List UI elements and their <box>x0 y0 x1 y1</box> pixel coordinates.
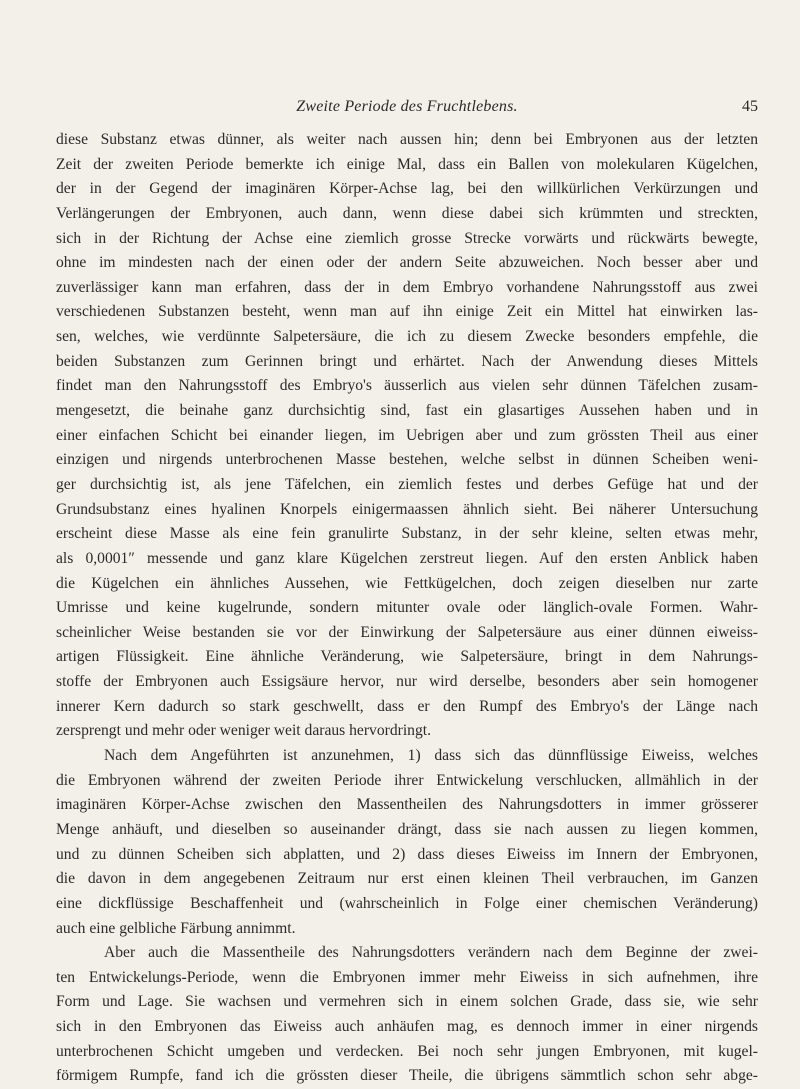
text-line: einer einfachen Schicht bei einander liegen, im Uebrigen aber und zum grössten Theil aus einer <box>56 426 758 444</box>
text-line: sich in der Richtung der Achse eine ziemlich grosse Strecke vorwärts und rückwärts bewegte, <box>56 229 758 247</box>
text-line: stoffe der Embryonen auch Essigsäure hervor, nur wird derselbe, besonders aber sein homogener <box>56 673 758 691</box>
text-line: zersprengt und mehr oder weniger weit daraus hervordringt. <box>56 722 431 740</box>
text-line: Verlängerungen der Embryonen, auch dann, wenn diese dabei sich krümmten und streckten, <box>56 204 758 222</box>
page-number: 45 <box>742 98 758 115</box>
text-line: imaginären Körper-Achse zwischen den Massentheilen des Nahrungsdotters in immer grösserer <box>56 796 758 814</box>
text-line: ohne im mindesten nach der einen oder der andern Seite abzuweichen. Noch besser aber und <box>56 254 758 272</box>
text-line: sich in den Embryonen das Eiweiss auch anhäufen mag, es dennoch immer in einer nirgends <box>56 1018 758 1036</box>
text-line: Aber auch die Massentheile des Nahrungsdotters verändern nach dem Beginne der zwei- <box>104 944 758 962</box>
running-title: Zweite Periode des Fruchtlebens. <box>296 98 518 115</box>
text-line: und zu dünnen Scheiben sich abplatten, und 2) dass dieses Eiweiss im Innern der Embryonen, <box>56 845 758 863</box>
text-line: die Embryonen während der zweiten Periode ihrer Entwickelung verschlucken, allmählich in der <box>56 771 758 789</box>
text-line: ten Entwickelungs-Periode, wenn die Embryonen immer mehr Eiweiss in sich aufnehmen, ihre <box>56 968 758 986</box>
text-line: als 0,0001″ messende und ganz klare Kügelchen zerstreut liegen. Auf den ersten Anblick haben <box>56 549 758 567</box>
text-line: förmigem Rumpfe, fand ich die grössten dieser Theile, die übrigens sämmtlich schon sehr abge- <box>56 1067 758 1085</box>
text-line: auch eine gelbliche Färbung annimmt. <box>56 919 296 937</box>
text-line: eine dickflüssige Beschaffenheit und (wahrscheinlich in Folge einer chemischen Veränderung) <box>56 894 758 912</box>
text-line: einzigen und nirgends unterbrochenen Masse bestehen, welche selbst in dünnen Scheiben weni- <box>56 451 758 469</box>
body-text <box>56 128 758 1089</box>
text-line: mengesetzt, die beinahe ganz durchsichtig sind, fast ein glasartiges Aussehen haben und in <box>56 402 758 420</box>
text-line: unterbrochenen Schicht umgeben und verdecken. Bei noch sehr jungen Embryonen, mit kugel- <box>56 1042 758 1060</box>
text-line: ger durchsichtig ist, als jene Täfelchen, ein ziemlich festes und derbes Gefüge hat und der <box>56 475 758 493</box>
text-line: der in der Gegend der imaginären Körper-Achse lag, bei den willkürlichen Verkürzungen und <box>56 180 758 198</box>
text-line: Umrisse und keine kugelrunde, sondern mitunter ovale oder länglich-ovale Formen. Wahr- <box>56 599 758 617</box>
text-line: Zeit der zweiten Periode bemerkte ich einige Mal, dass ein Ballen von molekularen Kügelchen, <box>56 155 758 173</box>
text-line: scheinlicher Weise bestanden sie vor der Einwirkung der Salpetersäure aus einer dünnen eiweiss- <box>56 623 758 641</box>
text-line: Nach dem Angeführten ist anzunehmen, 1) dass sich das dünnflüssige Eiweiss, welches <box>104 747 758 765</box>
text-line: diese Substanz etwas dünner, als weiter nach aussen hin; denn bei Embryonen aus der letzten <box>56 131 758 148</box>
text-line: artigen Flüssigkeit. Eine ähnliche Veränderung, wie Salpetersäure, bringt in dem Nahrungs- <box>56 648 758 666</box>
text-line: Form und Lage. Sie wachsen und vermehren sich in einem solchen Grade, dass sie, wie sehr <box>56 993 758 1011</box>
text-line: innerer Kern dadurch so stark geschwellt, dass er den Rumpf des Embryo's der Länge nach <box>56 697 758 715</box>
text-line: verschiedenen Substanzen besteht, wenn man auf ihn einige Zeit ein Mittel hat einwirken las- <box>56 303 758 321</box>
text-line: die Kügelchen ein ähnliches Aussehen, wie Fettkügelchen, doch zeigen dieselben nur zarte <box>56 574 758 592</box>
text-line: zuverlässiger kann man erfahren, dass der in dem Embryo vorhandene Nahrungsstoff aus zwei <box>56 278 758 296</box>
text-line: Grundsubstanz eines hyalinen Knorpels einigermaassen ähnlich sieht. Bei näherer Untersuchung <box>56 500 758 518</box>
text-line: sen, welches, wie verdünnte Salpetersäure, die ich zu diesem Zwecke besonders empfehle, die <box>56 328 758 346</box>
text-line: beiden Substanzen zum Gerinnen bringt und erhärtet. Nach der Anwendung dieses Mittels <box>56 352 758 370</box>
text-line: erscheint diese Masse als eine fein granulirte Substanz, in der sehr kleine, selten etwas mehr, <box>56 525 758 543</box>
text-line: die davon in dem angegebenen Zeitraum nur erst einen kleinen Theil verbrauchen, im Ganzen <box>56 870 758 888</box>
running-head <box>56 98 758 120</box>
text-line: findet man den Nahrungsstoff des Embryo's äusserlich aus vielen sehr dünnen Täfelchen zusam- <box>56 377 758 395</box>
text-line: Menge anhäuft, und dieselben so auseinander drängt, dass sie nach aussen zu liegen kommen, <box>56 820 758 838</box>
